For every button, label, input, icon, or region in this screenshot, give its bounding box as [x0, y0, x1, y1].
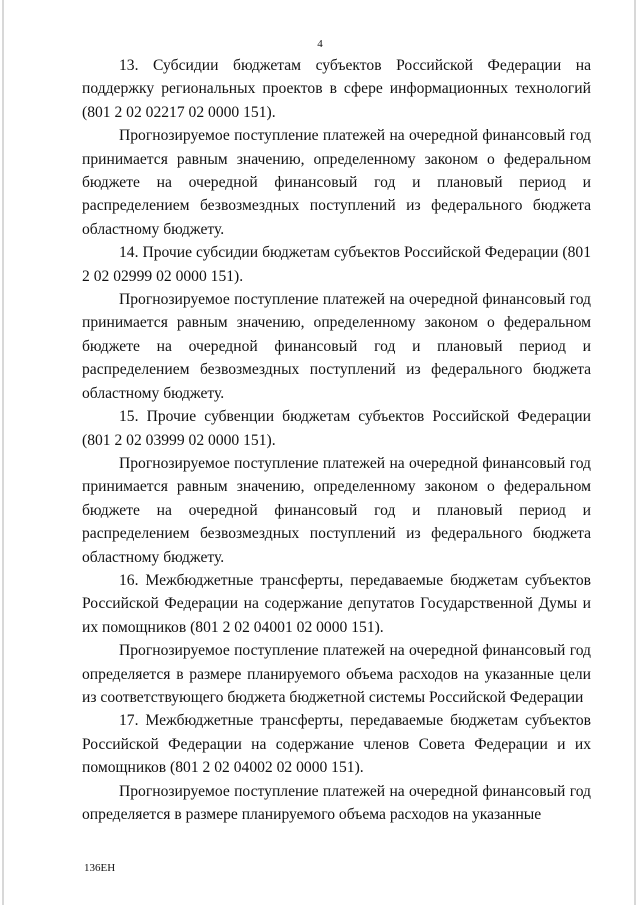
paragraph-item-16: 16. Межбюджетные трансферты, передаваемые бюджетам субъектов Российской Федерации на содержание депутатов Государственной Думы и их помощников (801 2 02 04001 02 0000 151). [82, 571, 591, 636]
paragraph-item-17: 17. Межбюджетные трансферты, передаваемые бюджетам субъектов Российской Федерации на содержание членов Совета Федерации и их помощников (801 2 02 04002 02 0000 151). [82, 712, 591, 777]
paragraph-item-14: 14. Прочие субсидии бюджетам субъектов Российской Федерации (801 2 02 02999 02 0000 151). [82, 244, 591, 285]
scan-edge-left [2, 0, 4, 905]
document-body [82, 54, 591, 826]
paragraph-forecast-14: Прогнозируемое поступление платежей на очередной финансовый год принимается равным значению, определенному законом о федеральном бюджете на очередной финансовый год и плановый период и распределением безвозмездных поступлений из федерального бюджета областному бюджету. [82, 291, 591, 402]
document-code: 136EH [84, 862, 116, 874]
page-number: 4 [317, 38, 323, 50]
paragraph-forecast-13: Прогнозируемое поступление платежей на очередной финансовый год принимается равным значению, определенному законом о федеральном бюджете на очередной финансовый год и плановый период и распределением безвозмездных поступлений из федерального бюджета областному бюджету. [82, 127, 591, 238]
paragraph-forecast-16: Прогнозируемое поступление платежей на очередной финансовый год определяется в размере планируемого объема расходов на указанные цели из соответствующего бюджета бюджетной системы Российской Федерации [82, 642, 591, 706]
scan-edge-right [634, 0, 636, 905]
paragraph-forecast-17: Прогнозируемое поступление платежей на очередной финансовый год определяется в размере планируемого объема расходов на указанные [82, 782, 591, 823]
paragraph-item-15: 15. Прочие субвенции бюджетам субъектов Российской Федерации (801 2 02 03999 02 0000 151). [82, 408, 591, 449]
paragraph-forecast-15: Прогнозируемое поступление платежей на очередной финансовый год принимается равным значению, определенному законом о федеральном бюджете на очередной финансовый год и плановый период и распределением безвозмездных поступлений из федерального бюджета областному бюджету. [82, 454, 591, 566]
paragraph-item-13: 13. Субсидии бюджетам субъектов Российской Федерации на поддержку региональных проектов в сфере информационных технологий (801 2 02 02217 02 0000 151). [82, 57, 591, 121]
